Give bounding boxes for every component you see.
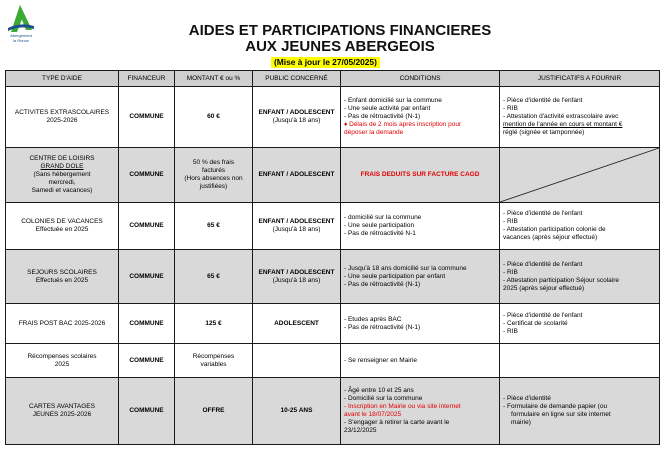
- condition-item: - Une seule participation par enfant: [344, 272, 446, 280]
- header-financeur: FINANCEUR: [119, 71, 175, 87]
- cell-justificatifs-empty: [500, 148, 660, 203]
- justificatif-item: formulaire en ligne sur site internet: [511, 411, 611, 418]
- cell-financeur: COMMUNE: [119, 250, 175, 304]
- public-line: ENFANT / ADOLESCENT: [258, 171, 335, 178]
- justificatif-item: - Formulaire de demande papier (ou: [503, 403, 608, 410]
- cell-type: [6, 304, 119, 344]
- header-public: PUBLIC CONCERNÉ: [253, 71, 341, 87]
- condition-item: - Inscription en Mairie ou via site internet: [344, 403, 461, 410]
- header-conditions: CONDITIONS: [341, 71, 500, 87]
- type-line: COLONIES DE VACANCES: [21, 218, 103, 225]
- cell-montant: [175, 203, 253, 250]
- public-line: (Jusqu'à 18 ans): [272, 226, 321, 233]
- type-line: FRAIS POST BAC 2025-2026: [18, 319, 106, 327]
- cell-financeur: COMMUNE: [119, 148, 175, 203]
- type-line: Samedi et vacances): [31, 187, 93, 194]
- montant-line: justifiées): [199, 183, 228, 190]
- justificatif-item: - Certificat de scolarité: [503, 319, 568, 327]
- type-line: JEUNES 2025-2026: [32, 411, 92, 418]
- type-line: Effectués en 2025: [35, 276, 89, 284]
- justificatif-item: - Pièce d'identité de l'enfant: [503, 97, 583, 104]
- condition-item: - Une seule activité par enfant: [344, 105, 431, 112]
- condition-item: 23/12/2025: [344, 427, 377, 434]
- condition-item: - Pas de rétroactivité (N-1): [344, 323, 421, 331]
- montant-line: OFFRE: [202, 407, 225, 414]
- type-line: 2025: [54, 360, 70, 368]
- condition-item: - Se renseigner en Mairie: [344, 356, 417, 364]
- montant-line: 125 €: [205, 319, 222, 327]
- table-row: [6, 203, 660, 250]
- cell-public: [253, 304, 341, 344]
- public-line: ENFANT / ADOLESCENT: [258, 268, 335, 276]
- cell-montant: [175, 87, 253, 148]
- header-justificatifs: JUSTIFICATIFS A FOURNIR: [500, 71, 660, 87]
- condition-item: - Etudes après BAC: [344, 315, 402, 323]
- logo-line-2: la Ronce: [13, 37, 29, 43]
- logo-mark-icon: [3, 2, 37, 34]
- cell-conditions-note: FRAIS DEDUITS SUR FACTURE CAGD: [341, 148, 500, 203]
- type-line: SEJOURS SCOLAIRES: [27, 268, 97, 276]
- type-line: mercredi,: [48, 179, 76, 186]
- type-line: CENTRE DE LOISIRS: [29, 155, 95, 162]
- page-title-line-1: AIDES ET PARTICIPATIONS FINANCIERES: [188, 22, 492, 39]
- type-line: ACTIVITES EXTRASCOLAIRES: [14, 109, 110, 116]
- diagonal-line-icon: [500, 148, 659, 202]
- condition-item: - Jusqu'à 18 ans domicilié sur la commune: [344, 264, 467, 272]
- cell-public-empty: [253, 344, 341, 378]
- condition-item: - Domicilié sur la commune: [344, 395, 423, 402]
- cell-justificatifs-empty: [500, 344, 660, 378]
- justificatif-item: - Pièce d'identité de l'enfant: [503, 260, 583, 268]
- public-line: (Jusqu'à 18 ans): [272, 276, 321, 284]
- cell-conditions: [341, 250, 500, 304]
- justificatif-item: 2025 (après séjour effectué): [503, 284, 585, 292]
- condition-item: - domicilié sur la commune: [344, 214, 422, 221]
- cell-justificatifs: [500, 250, 660, 304]
- justificatif-item: - Attestation participation Séjour scolaire: [503, 276, 619, 284]
- justificatif-item: - RIB: [503, 105, 518, 112]
- cell-public: [253, 378, 341, 445]
- justificatif-item: mairie): [511, 419, 531, 426]
- justificatif-item: - Attestation participation colonie de: [503, 226, 606, 233]
- cell-financeur: COMMUNE: [119, 344, 175, 378]
- table-row: [6, 148, 660, 203]
- public-line: ENFANT / ADOLESCENT: [258, 218, 335, 225]
- condition-item: déposer la demande: [344, 129, 404, 136]
- justificatif-item: - Pièce d'identité de l'enfant: [503, 210, 583, 217]
- cell-public: [253, 203, 341, 250]
- table-row: [6, 250, 660, 304]
- cell-type: [6, 378, 119, 445]
- cell-type: [6, 87, 119, 148]
- cell-montant: [175, 344, 253, 378]
- cell-type: [6, 203, 119, 250]
- cell-conditions: [341, 344, 500, 378]
- cell-type: [6, 148, 119, 203]
- cell-public: [253, 148, 341, 203]
- cell-financeur: COMMUNE: [119, 378, 175, 445]
- cell-type: [6, 250, 119, 304]
- justificatif-item: vacances (après séjour effectué): [503, 234, 598, 241]
- justificatif-item: - Attestation d'activité extrascolaire avec: [503, 113, 619, 120]
- montant-line: 60 €: [207, 113, 220, 120]
- type-line: Effectuée en 2025: [35, 226, 89, 233]
- cell-public: [253, 250, 341, 304]
- cell-justificatifs: [500, 304, 660, 344]
- cell-justificatifs: [500, 87, 660, 148]
- condition-item: - Une seule participation: [344, 222, 415, 229]
- cell-montant: [175, 250, 253, 304]
- montant-line: Récompenses: [192, 352, 235, 360]
- condition-item: - Enfant domicilié sur la commune: [344, 97, 442, 104]
- cell-justificatifs: [500, 378, 660, 445]
- public-line: ADOLESCENT: [274, 319, 319, 327]
- condition-item: ♦ Délais de 2 mois après inscription pour: [344, 121, 462, 128]
- cell-public: [253, 87, 341, 148]
- cell-type: [6, 344, 119, 378]
- justificatif-item: - Pièce d'identité de l'enfant: [503, 311, 583, 319]
- cell-conditions: [341, 203, 500, 250]
- cell-conditions: [341, 304, 500, 344]
- cell-conditions: [341, 378, 500, 445]
- type-line: GRAND DOLE: [40, 163, 84, 170]
- justificatif-item: - RIB: [503, 268, 518, 276]
- cell-financeur: COMMUNE: [119, 304, 175, 344]
- public-line: (Jusqu'à 18 ans): [272, 117, 321, 124]
- montant-line: (Hors absences non: [184, 175, 243, 182]
- commune-logo: [3, 2, 37, 48]
- table-row: [6, 304, 660, 344]
- table-row: [6, 344, 660, 378]
- type-line: Récompenses scolaires: [27, 352, 97, 360]
- table-header-row: [6, 71, 660, 87]
- page-title-line-2: AUX JEUNES ABERGEOIS: [245, 38, 435, 55]
- montant-line: facturés: [201, 167, 226, 174]
- cell-montant: [175, 378, 253, 445]
- logo-line-1: Abergement: [10, 33, 32, 38]
- justificatif-item: mention de l'année en cours et montant €: [503, 121, 623, 128]
- header-montant: MONTANT € ou %: [175, 71, 253, 87]
- montant-line: 65 €: [207, 272, 220, 280]
- condition-item: - Pas de rétroactivité (N-1): [344, 113, 421, 120]
- montant-line: 50 % des frais: [192, 159, 235, 166]
- justificatif-item: - Pièce d'identité: [503, 395, 551, 402]
- cell-montant: [175, 148, 253, 203]
- condition-item: - S'engager à retirer la carte avant le: [344, 419, 450, 426]
- public-line: ENFANT / ADOLESCENT: [258, 109, 335, 116]
- montant-line: variables: [200, 360, 227, 368]
- justificatif-item: réglé (signée et tamponnée): [503, 129, 585, 136]
- cell-financeur: COMMUNE: [119, 87, 175, 148]
- cell-financeur: COMMUNE: [119, 203, 175, 250]
- condition-item: - Âgé entre 10 et 25 ans: [344, 387, 414, 394]
- table-row: [6, 378, 660, 445]
- type-line: CARTES AVANTAGES: [29, 403, 95, 410]
- cell-justificatifs: [500, 203, 660, 250]
- condition-item: - Pas de rétroactivité (N-1): [344, 280, 421, 288]
- condition-item: - Pas de rétroactivité N-1: [344, 230, 416, 237]
- header-type: TYPE D'AIDE: [6, 71, 119, 87]
- update-date-badge: (Mise à jour le 27/05/2025): [271, 57, 380, 68]
- justificatif-item: - RIB: [503, 218, 518, 225]
- type-line: 2025-2026: [46, 117, 78, 124]
- condition-item: avant le 18/07/2025: [344, 411, 402, 418]
- cell-conditions: [341, 87, 500, 148]
- logo-text: [3, 34, 39, 43]
- justificatif-item: - RIB: [503, 327, 518, 335]
- type-line: (Sans hébergement: [33, 171, 91, 178]
- table-row: [6, 87, 660, 148]
- public-line: 10-25 ANS: [280, 407, 313, 414]
- aid-table: [5, 70, 660, 445]
- montant-line: 65 €: [207, 222, 220, 229]
- cell-montant: [175, 304, 253, 344]
